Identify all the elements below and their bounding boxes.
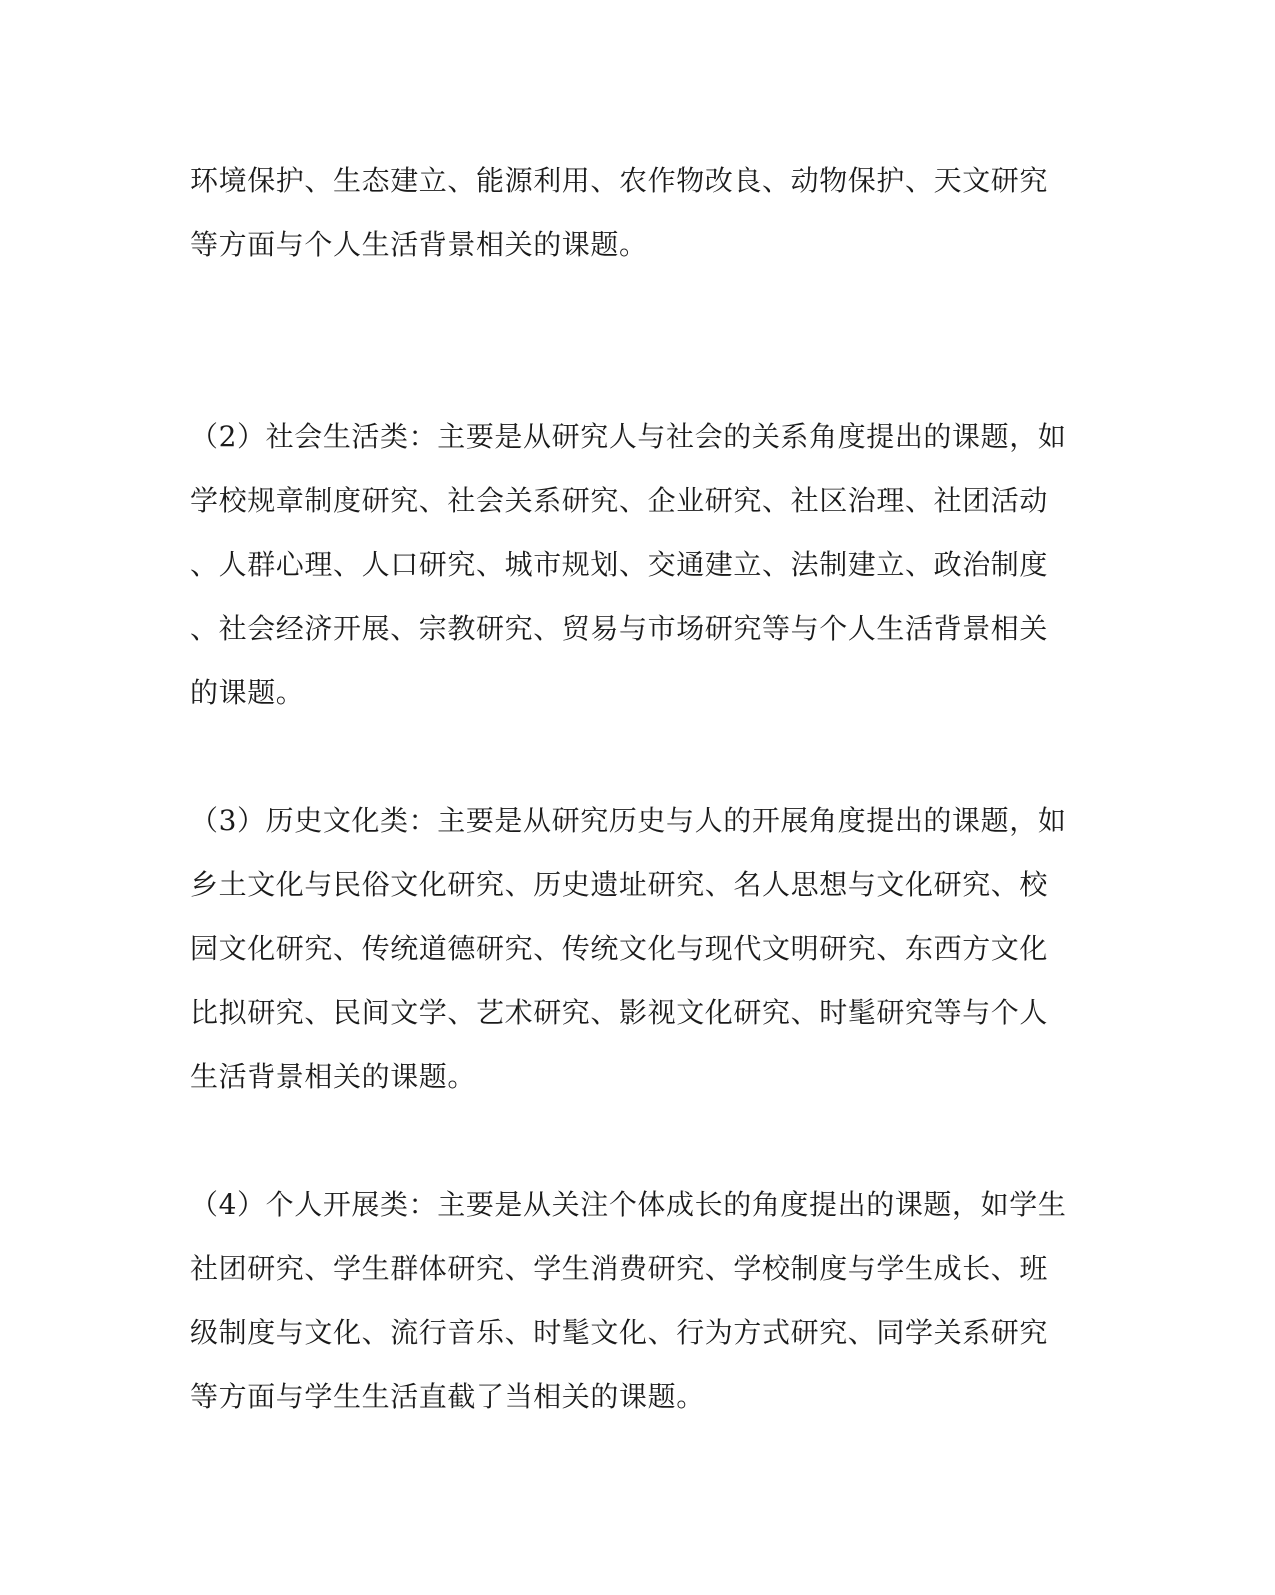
text-line: 级制度与文化、流行音乐、时髦文化、行为方式研究、同学关系研究 — [190, 1316, 1049, 1349]
text-line: 学校规章制度研究、社会关系研究、企业研究、社区治理、社团活动 — [190, 484, 1049, 517]
text-line: 乡土文化与民俗文化研究、历史遗址研究、名人思想与文化研究、校 — [190, 868, 1049, 901]
text-line: 比拟研究、民间文学、艺术研究、影视文化研究、时髦研究等与个人 — [190, 996, 1049, 1029]
text-line: （4）个人开展类：主要是从关注个体成长的角度提出的课题，如学生 — [190, 1188, 1067, 1221]
text-line: （3）历史文化类：主要是从研究历史与人的开展角度提出的课题，如 — [190, 804, 1067, 837]
text-line: 社团研究、学生群体研究、学生消费研究、学校制度与学生成长、班 — [190, 1252, 1049, 1285]
text-line: 园文化研究、传统道德研究、传统文化与现代文明研究、东西方文化 — [190, 932, 1049, 965]
text-line: 生活背景相关的课题。 — [190, 1060, 477, 1093]
text-line: 、社会经济开展、宗教研究、贸易与市场研究等与个人生活背景相关 — [190, 612, 1049, 645]
text-line: 等方面与个人生活背景相关的课题。 — [190, 228, 648, 261]
text-line: （2）社会生活类：主要是从研究人与社会的关系角度提出的课题，如 — [190, 420, 1067, 453]
text-line: 等方面与学生生活直截了当相关的课题。 — [190, 1380, 705, 1413]
text-line: 、人群心理、人口研究、城市规划、交通建立、法制建立、政治制度 — [190, 548, 1049, 581]
text-line: 的课题。 — [190, 676, 305, 709]
text-line: 环境保护、生态建立、能源利用、农作物改良、动物保护、天文研究 — [190, 164, 1049, 197]
